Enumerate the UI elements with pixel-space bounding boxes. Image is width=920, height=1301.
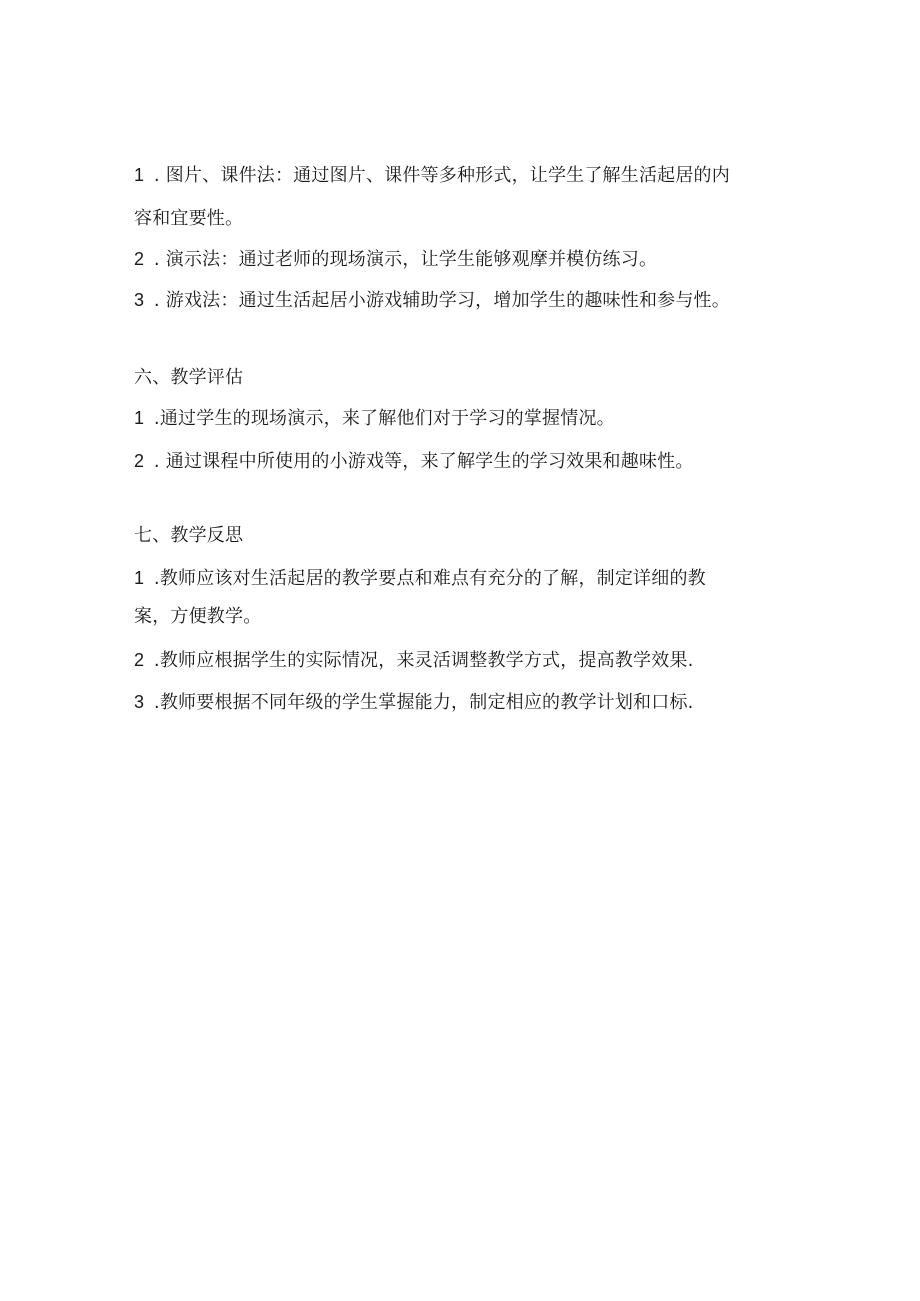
item-number: 2 [134, 249, 145, 269]
reflection-item-1-continuation [134, 605, 261, 629]
item-number: 1 [134, 165, 145, 185]
item-text: . 演示法：通过老师的现场演示，让学生能够观摩并模仿练习。 [148, 249, 658, 270]
item-number: 1 [134, 408, 145, 428]
evaluation-item-2 [134, 449, 694, 474]
item-text: . 通过课程中所使用的小游戏等，来了解学生的学习效果和趣味性。 [148, 451, 694, 472]
method-item-3 [134, 288, 730, 313]
method-item-1-continuation [134, 207, 243, 231]
item-text: . 游戏法：通过生活起居小游戏辅助学习，增加学生的趣味性和参与性。 [148, 290, 730, 311]
item-number: 1 [134, 568, 145, 588]
item-number: 2 [134, 650, 145, 670]
item-number: 3 [134, 692, 145, 712]
item-number: 2 [134, 451, 145, 471]
item-text: 案，方便教学。 [134, 606, 262, 627]
item-text: .教师应该对生活起居的教学要点和难点有充分的了解，制定详细的教 [148, 568, 706, 589]
item-text: .教师应根据学生的实际情况，来灵活调整教学方式，提高教学效果. [148, 650, 694, 671]
section-heading-evaluation: 六、教学评估 [134, 367, 244, 388]
method-item-1 [134, 163, 730, 188]
reflection-item-2 [134, 648, 694, 673]
item-number: 3 [134, 290, 145, 310]
evaluation-item-1 [134, 406, 615, 431]
reflection-item-3 [134, 690, 694, 715]
item-text: . 图片、课件法：通过图片、课件等多种形式，让学生了解生活起居的内 [148, 165, 730, 186]
method-item-2 [134, 247, 657, 272]
reflection-item-1 [134, 566, 706, 591]
item-text: 容和宜要性。 [134, 208, 244, 229]
item-text: .教师要根据不同年级的学生掌握能力，制定相应的教学计划和口标. [148, 692, 694, 713]
section-heading-reflection: 七、教学反思 [134, 525, 244, 546]
item-text: .通过学生的现场演示，来了解他们对于学习的掌握情况。 [148, 408, 615, 429]
